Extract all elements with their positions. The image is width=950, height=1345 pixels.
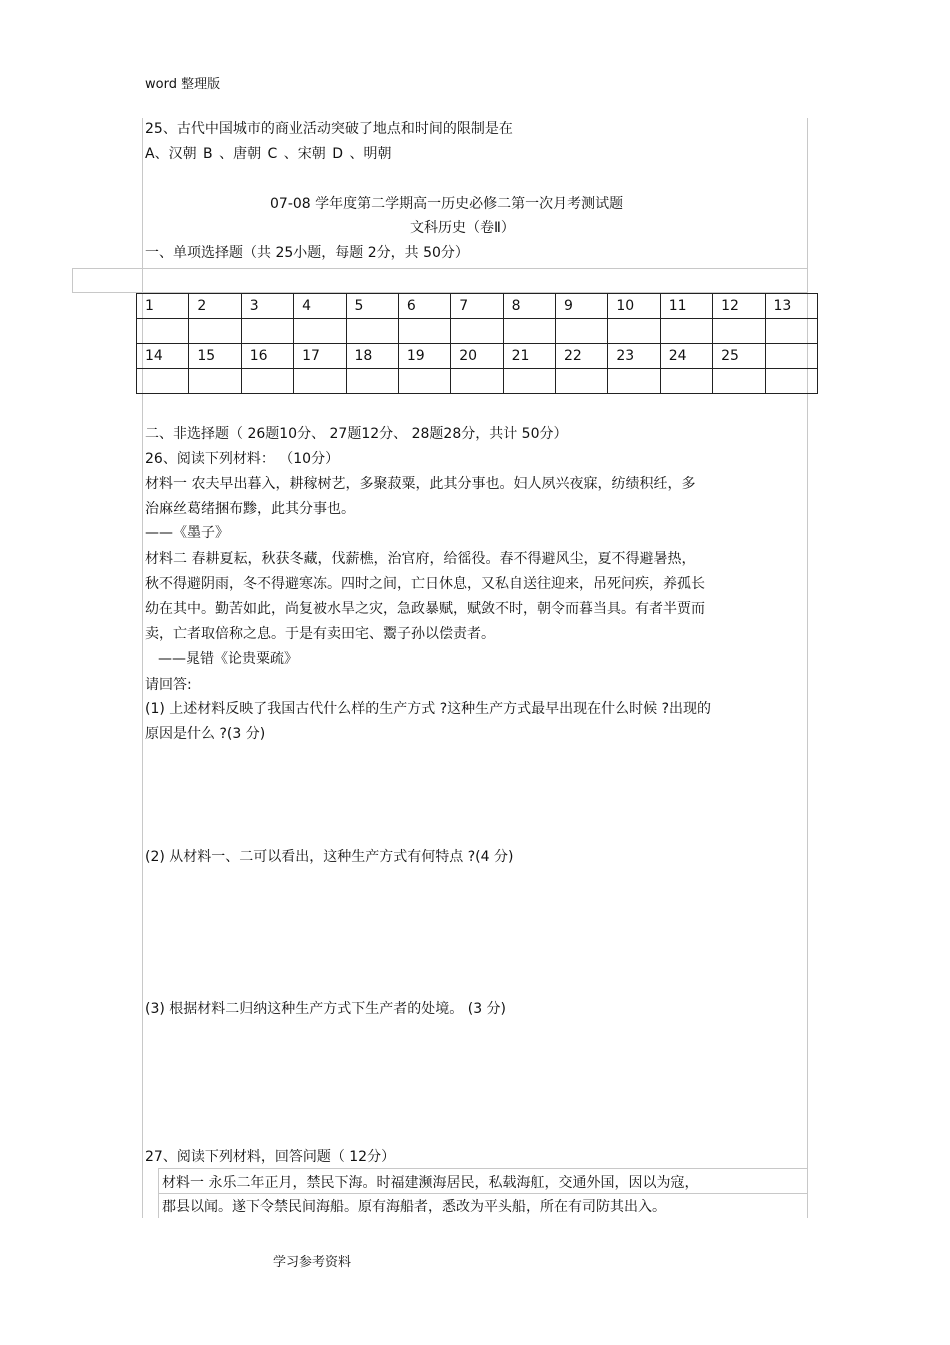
answer-blank-row	[137, 319, 818, 344]
answer-number: 21	[503, 344, 555, 369]
frame-line-left	[142, 118, 143, 1218]
answer-cell[interactable]	[503, 369, 555, 394]
answer-cell[interactable]	[713, 369, 765, 394]
answer-cell[interactable]	[765, 369, 818, 394]
answer-number: 12	[713, 294, 765, 319]
answer-number	[765, 344, 818, 369]
frame-line-q27b	[158, 1193, 808, 1194]
question-25-options: A、汉朝 B 、唐朝 C 、宋朝 D 、明朝	[145, 146, 392, 162]
page-header: word 整理版	[145, 77, 221, 92]
frame-line-q27-left	[158, 1168, 159, 1218]
section-2-heading: 二、非选择题（ 26题10分、 27题12分、 28题28分，共计 50分）	[145, 426, 568, 442]
answer-number: 10	[608, 294, 660, 319]
answer-cell[interactable]	[294, 369, 346, 394]
answer-cell[interactable]	[451, 319, 503, 344]
answer-cell[interactable]	[346, 369, 398, 394]
q26-material-2-line-1: 材料二 春耕夏耘，秋获冬藏，伐薪樵，治官府，给徭役。春不得避风尘，夏不得避暑热，	[145, 551, 696, 567]
frame-line-q27a	[158, 1168, 808, 1169]
answer-number: 13	[765, 294, 818, 319]
q26-material-1-line-2: 治麻丝葛绪捆布黪，此其分事也。	[145, 501, 355, 517]
answer-number: 7	[451, 294, 503, 319]
answer-number: 14	[137, 344, 189, 369]
answer-number: 4	[294, 294, 346, 319]
q26-material-1-source: ——《墨子》	[145, 525, 229, 541]
q26-material-2-line-3: 幼在其中。勤苦如此，尚复被水旱之灾，急政暴赋，赋敛不时，朝令而暮当具。有者半贾而	[145, 601, 705, 617]
answer-number: 19	[398, 344, 450, 369]
exam-subtitle: 文科历史（卷Ⅱ）	[410, 220, 515, 236]
q26-material-2-line-2: 秋不得避阴雨，冬不得避寒冻。四时之间，亡日休息，又私自送往迎来，吊死问疾，养孤长	[145, 576, 705, 592]
answer-number-row	[137, 344, 818, 369]
q26-part-2: (2) 从材料一、二可以看出，这种生产方式有何特点 ?(4 分)	[145, 849, 514, 865]
q26-part-1-line-2: 原因是什么 ?(3 分)	[145, 726, 266, 742]
answer-number: 3	[241, 294, 293, 319]
answer-number: 24	[660, 344, 712, 369]
answer-number: 1	[137, 294, 189, 319]
q26-material-2-source: ——晁错《论贵粟疏》	[158, 651, 298, 667]
q26-ask: 请回答:	[145, 677, 192, 693]
answer-cell[interactable]	[503, 319, 555, 344]
answer-blank-row	[137, 369, 818, 394]
answer-cell[interactable]	[660, 369, 712, 394]
answer-number: 15	[189, 344, 241, 369]
q26-material-2-line-4: 卖，亡者取倍称之息。于是有卖田宅、鬻子孙以偿责者。	[145, 626, 495, 642]
answer-cell[interactable]	[294, 319, 346, 344]
answer-number: 6	[398, 294, 450, 319]
answer-number: 5	[346, 294, 398, 319]
answer-table	[136, 293, 818, 394]
q26-part-3: (3) 根据材料二归纳这种生产方式下生产者的处境。 (3 分)	[145, 1001, 507, 1017]
answer-cell[interactable]	[346, 319, 398, 344]
answer-cell[interactable]	[556, 319, 608, 344]
answer-number: 18	[346, 344, 398, 369]
answer-cell[interactable]	[398, 319, 450, 344]
q27-material-1-line-1: 材料一 永乐二年正月，禁民下海。时福建濒海居民，私载海舡，交通外国，因以为寇，	[162, 1175, 699, 1191]
answer-cell[interactable]	[556, 369, 608, 394]
frame-line-top	[72, 268, 808, 269]
answer-cell[interactable]	[608, 369, 660, 394]
q26-material-1-line-1: 材料一 农夫早出暮入，耕稼树艺，多聚菽粟，此其分事也。妇人夙兴夜寐，纺绩积纴，多	[145, 476, 696, 492]
answer-cell[interactable]	[137, 369, 189, 394]
answer-cell[interactable]	[189, 319, 241, 344]
answer-number: 11	[660, 294, 712, 319]
answer-number: 16	[241, 344, 293, 369]
answer-cell[interactable]	[608, 319, 660, 344]
question-26-title: 26、阅读下列材料： （10分）	[145, 451, 340, 467]
question-27-title: 27、阅读下列材料，回答问题（ 12分）	[145, 1149, 396, 1165]
answer-number: 9	[556, 294, 608, 319]
answer-number: 25	[713, 344, 765, 369]
q27-material-1-line-2: 郡县以闻。遂下令禁民间海船。原有海船者，悉改为平头船，所在有司防其出入。	[162, 1199, 666, 1215]
question-25: 25、古代中国城市的商业活动突破了地点和时间的限制是在	[145, 121, 513, 137]
answer-cell[interactable]	[189, 369, 241, 394]
page-footer: 学习参考资料	[273, 1255, 352, 1270]
section-1-heading: 一、单项选择题（共 25小题，每题 2分，共 50分）	[145, 245, 469, 261]
answer-number: 8	[503, 294, 555, 319]
answer-number: 22	[556, 344, 608, 369]
q26-part-1-line-1: (1) 上述材料反映了我国古代什么样的生产方式 ?这种生产方式最早出现在什么时候 ?出现的	[145, 701, 712, 717]
answer-cell[interactable]	[241, 319, 293, 344]
answer-number: 2	[189, 294, 241, 319]
answer-cell[interactable]	[713, 319, 765, 344]
answer-cell[interactable]	[451, 369, 503, 394]
exam-title: 07-08 学年度第二学期高一历史必修二第一次月考测试题	[270, 196, 624, 212]
frame-line-right	[807, 118, 808, 1218]
frame-line-inner	[72, 268, 73, 293]
answer-number: 20	[451, 344, 503, 369]
answer-number: 23	[608, 344, 660, 369]
answer-number: 17	[294, 344, 346, 369]
answer-cell[interactable]	[137, 319, 189, 344]
answer-cell[interactable]	[660, 319, 712, 344]
answer-cell[interactable]	[241, 369, 293, 394]
answer-number-row	[137, 294, 818, 319]
answer-cell[interactable]	[765, 319, 818, 344]
answer-cell[interactable]	[398, 369, 450, 394]
